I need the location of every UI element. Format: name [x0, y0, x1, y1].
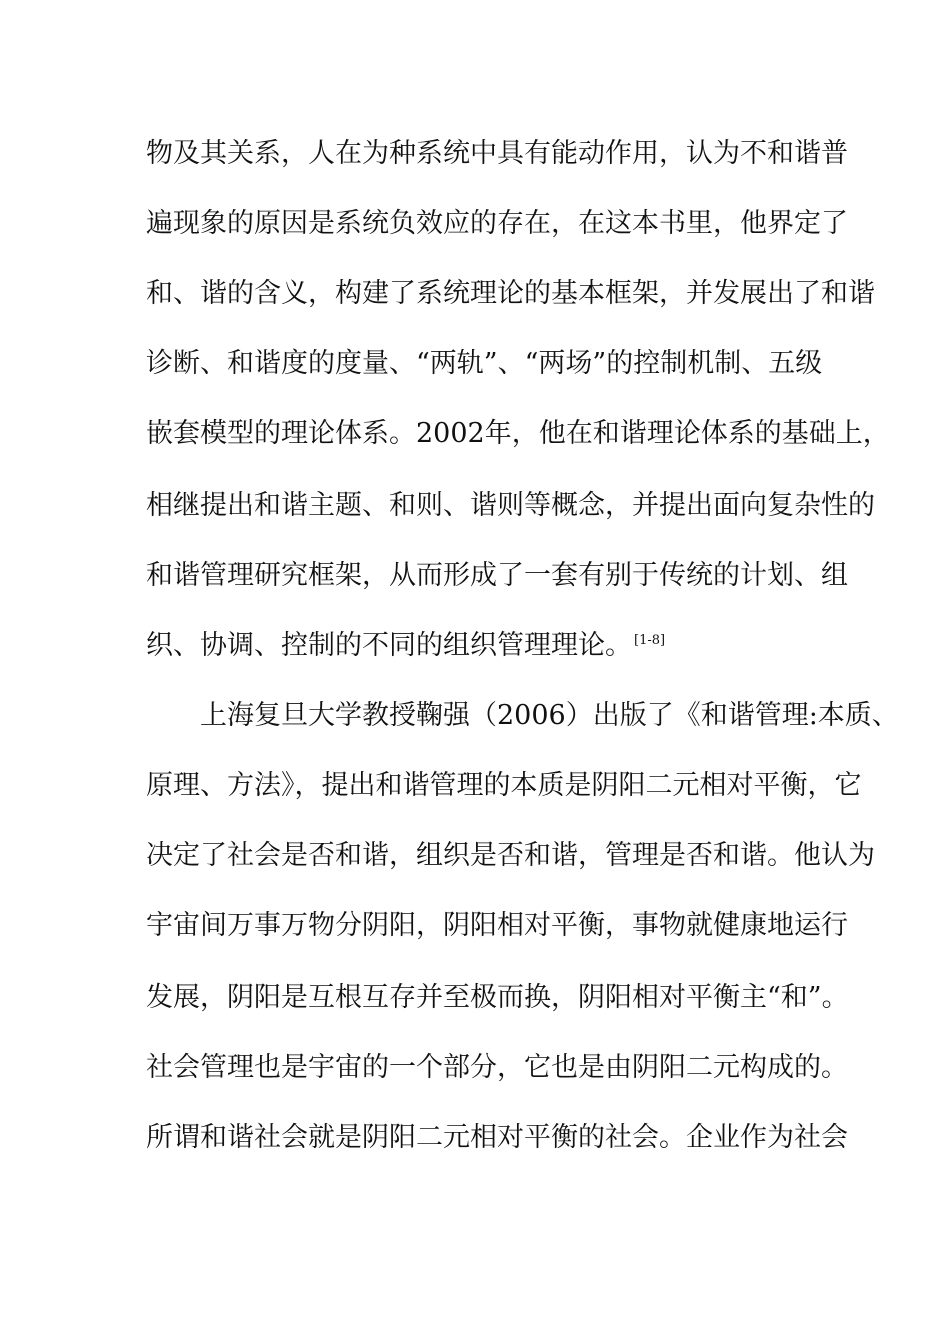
- text-line: 物及其关系，人在为种系统中具有能动作用，认为不和谐普: [146, 138, 848, 169]
- text-line: 社会管理也是宇宙的一个部分，它也是由阴阳二元构成的。: [146, 1052, 848, 1083]
- text-line: 所谓和谐社会就是阴阳二元相对平衡的社会。企业作为社会: [146, 1122, 848, 1153]
- text-line: 和、谐的含义，构建了系统理论的基本框架，并发展出了和谐: [146, 278, 875, 309]
- text-line-content: 织、协调、控制的不同的组织管理理论。: [146, 630, 632, 661]
- text-line: 嵌套模型的理论体系。2002年，他在和谐理论体系的基础上，: [146, 418, 890, 449]
- text-line: 发展，阴阳是互根互存并至极而换，阴阳相对平衡主“和”。: [146, 982, 849, 1013]
- text-line: 决定了社会是否和谐，组织是否和谐，管理是否和谐。他认为: [146, 840, 875, 871]
- text-line: [146, 628, 810, 664]
- paragraph-first-line: 上海复旦大学教授鞠强（2006）出版了《和谐管理:本质、: [200, 700, 899, 731]
- citation-mark: [1-8]: [634, 633, 666, 648]
- text-line: 宇宙间万事万物分阴阳，阴阳相对平衡，事物就健康地运行: [146, 910, 848, 941]
- text-line: 相继提出和谐主题、和则、谐则等概念，并提出面向复杂性的: [146, 490, 875, 521]
- text-line: 遍现象的原因是系统负效应的存在，在这本书里，他界定了: [146, 208, 848, 239]
- text-line: 和谐管理研究框架，从而形成了一套有别于传统的计划、组: [146, 560, 848, 591]
- text-line: 诊断、和谐度的度量、“两轨”、“两场”的控制机制、五级: [146, 348, 823, 379]
- text-line: 原理、方法》，提出和谐管理的本质是阴阳二元相对平衡，它: [146, 770, 862, 801]
